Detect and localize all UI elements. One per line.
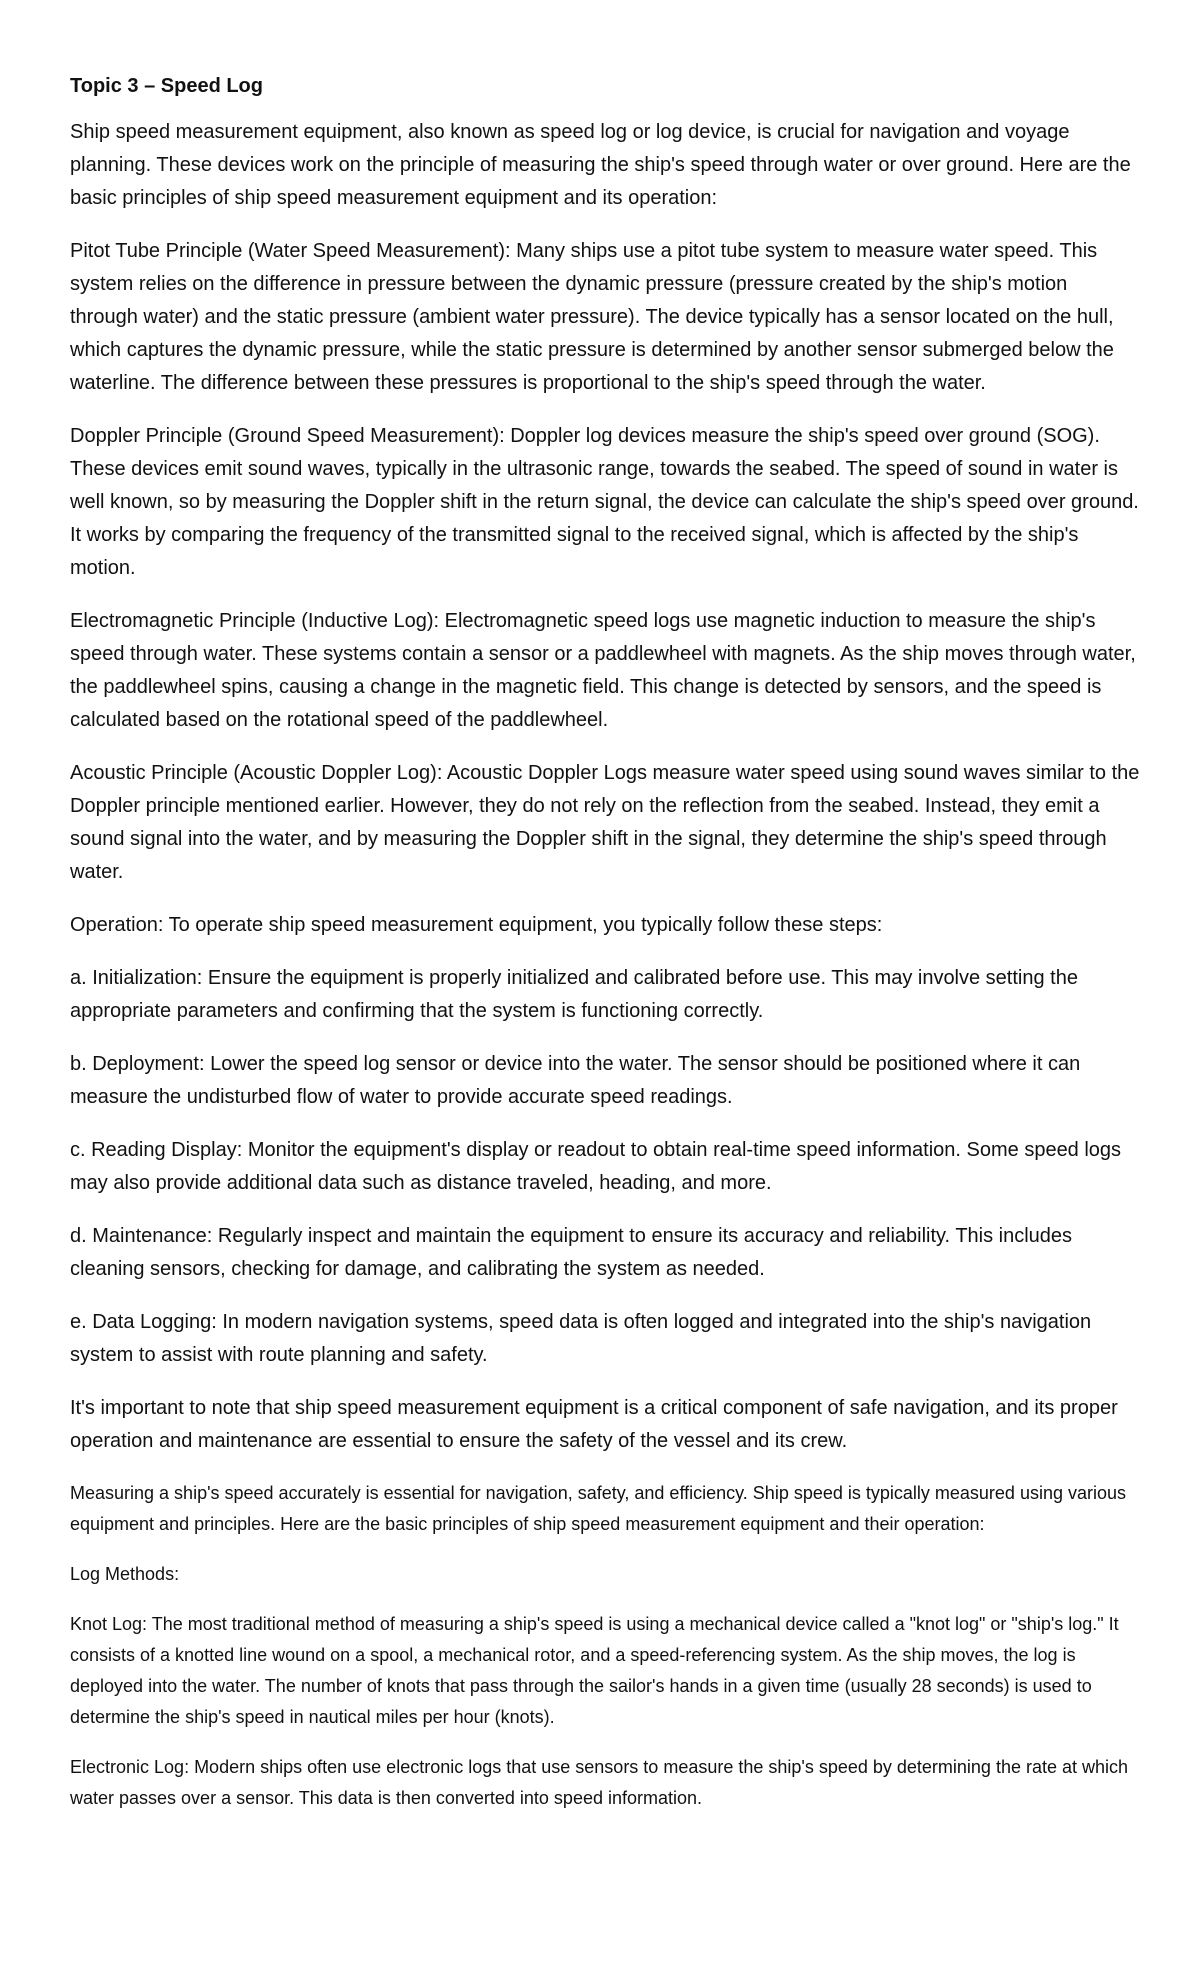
doppler-paragraph: Doppler Principle (Ground Speed Measurement): Doppler log devices measure the ship's speed over ground (SOG). These devices emit sound waves, typically in the ultrasonic range, towards the seabed. The speed of sound in water is well known, so by measuring the Doppler shift in the return signal, the device can calculate the ship's speed over ground. It works by comparing the frequency of the transmitted signal to the received signal, which is affected by the ship's motion. xyxy=(70,425,1139,579)
step-deployment: b. Deployment: Lower the speed log sensor or device into the water. The sensor should be positioned where it can measure the undisturbed flow of water to provide accurate speed readings. xyxy=(70,1053,1081,1108)
step-data-logging: e. Data Logging: In modern navigation systems, speed data is often logged and integrated into the ship's navigation system to assist with route planning and safety. xyxy=(70,1311,1092,1366)
pitot-tube-paragraph: Pitot Tube Principle (Water Speed Measurement): Many ships use a pitot tube system to measure water speed. This system relies on the difference in pressure between the dynamic pressure (pressure created by the ship's motion through water) and the static pressure (ambient water pressure). The device typically has a sensor located on the hull, which captures the dynamic pressure, while the static pressure is determined by another sensor submerged below the waterline. The difference between these pressures is proportional to the ship's speed through the water. xyxy=(70,240,1114,394)
step-initialization: a. Initialization: Ensure the equipment is properly initialized and calibrated before use. This may involve setting the appropriate parameters and confirming that the system is functioning correctly. xyxy=(70,967,1078,1022)
electromagnetic-paragraph: Electromagnetic Principle (Inductive Log): Electromagnetic speed logs use magnetic induction to measure the ship's speed through water. These systems contain a sensor or a paddlewheel with magnets. As the ship moves through water, the paddlewheel spins, causing a change in the magnetic field. This change is detected by sensors, and the speed is calculated based on the rotational speed of the paddlewheel. xyxy=(70,610,1136,731)
step-reading-display: c. Reading Display: Monitor the equipment's display or readout to obtain real-time speed information. Some speed logs may also provide additional data such as distance traveled, heading, and more. xyxy=(70,1139,1122,1194)
knot-log-paragraph: Knot Log: The most traditional method of measuring a ship's speed is using a mechanical device called a "knot log" or "ship's log." It consists of a knotted line wound on a spool, a mechanical rotor, and a speed-referencing system. As the ship moves, the log is deployed into the water. The number of knots that pass through the sailor's hands in a given time (usually 28 seconds) is used to determine the ship's speed in nautical miles per hour (knots). xyxy=(70,1614,1119,1727)
operation-paragraph: Operation: To operate ship speed measurement equipment, you typically follow these steps: xyxy=(70,914,883,936)
measuring-speed-paragraph: Measuring a ship's speed accurately is essential for navigation, safety, and efficiency. Ship speed is typically measured using various equipment and principles. Here are the basic principles of ship speed measurement equipment and their operation: xyxy=(70,1483,1126,1534)
electronic-log-paragraph: Electronic Log: Modern ships often use electronic logs that use sensors to measure the ship's speed by determining the rate at which water passes over a sensor. This data is then converted into speed information. xyxy=(70,1757,1129,1808)
step-maintenance: d. Maintenance: Regularly inspect and maintain the equipment to ensure its accuracy and reliability. This includes cleaning sensors, checking for damage, and calibrating the system as needed. xyxy=(70,1225,1073,1280)
acoustic-paragraph: Acoustic Principle (Acoustic Doppler Log): Acoustic Doppler Logs measure water speed using sound waves similar to the Doppler principle mentioned earlier. However, they do not rely on the reflection from the seabed. Instead, they emit a sound signal into the water, and by measuring the Doppler shift in the signal, they determine the ship's speed through water. xyxy=(70,762,1140,883)
intro-paragraph: Ship speed measurement equipment, also known as speed log or log device, is crucial for navigation and voyage planning. These devices work on the principle of measuring the ship's speed through water or over ground. Here are the basic principles of ship speed measurement equipment and its operation: xyxy=(70,121,1131,209)
document-title: Topic 3 – Speed Log xyxy=(70,75,263,97)
important-note-paragraph: It's important to note that ship speed measurement equipment is a critical component of safe navigation, and its proper operation and maintenance are essential to ensure the safety of the vessel and its crew. xyxy=(70,1397,1118,1452)
log-methods-heading: Log Methods: xyxy=(70,1564,180,1584)
document-page xyxy=(70,72,1140,1833)
